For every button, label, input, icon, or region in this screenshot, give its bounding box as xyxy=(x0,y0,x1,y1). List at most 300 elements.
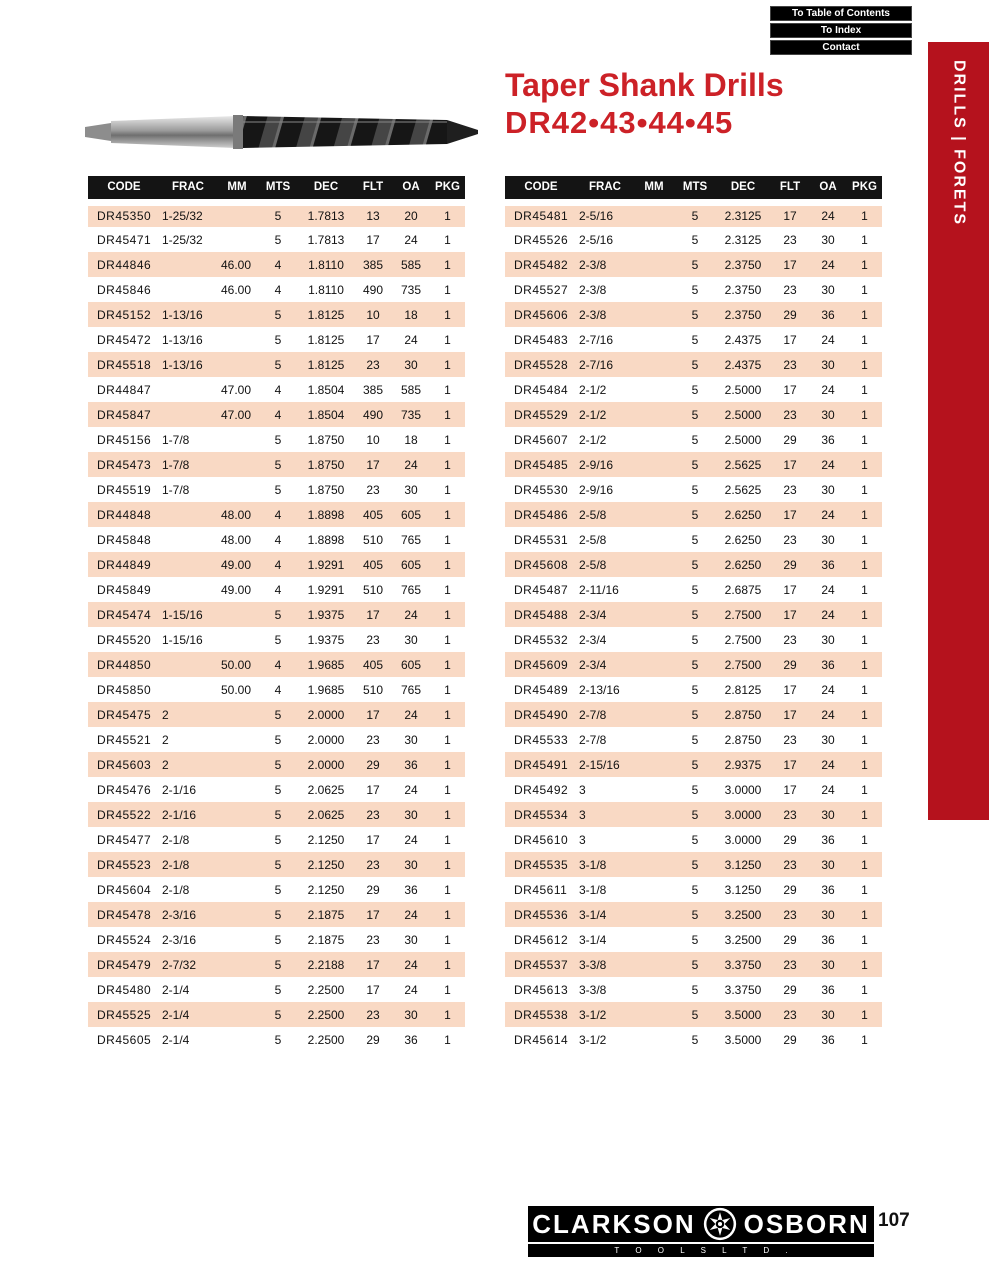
cell-oa: 24 xyxy=(821,707,835,722)
cell-oa: 36 xyxy=(821,832,835,847)
cell-mts: 5 xyxy=(274,707,282,722)
cell-flt: 29 xyxy=(783,432,797,447)
cell-dec: 3.0000 xyxy=(724,782,762,797)
cell-oa: 30 xyxy=(404,1007,418,1022)
cell-flt: 490 xyxy=(362,282,384,297)
cell-flt: 385 xyxy=(362,382,384,397)
cell-oa: 24 xyxy=(821,457,835,472)
table-row xyxy=(505,627,882,652)
cell-code: DR45489 xyxy=(514,682,569,697)
table-row xyxy=(88,1002,465,1027)
cell-frac: 2-1/4 xyxy=(162,1007,190,1022)
cell-flt: 23 xyxy=(783,807,797,822)
cell-flt: 29 xyxy=(783,557,797,572)
table-row xyxy=(88,377,465,402)
cell-code: DR44848 xyxy=(97,507,152,522)
cell-mts: 5 xyxy=(691,482,699,497)
cell-oa: 24 xyxy=(404,457,418,472)
cell-mts: 5 xyxy=(274,982,282,997)
table-row xyxy=(88,202,465,227)
cell-frac: 2-7/16 xyxy=(579,332,614,347)
cell-mm xyxy=(633,652,675,677)
cell-flt: 17 xyxy=(366,907,380,922)
cell-oa: 18 xyxy=(404,307,418,322)
cell-mm xyxy=(216,602,258,627)
table-row xyxy=(88,527,465,552)
table-row xyxy=(505,827,882,852)
cell-mm: 48.00 xyxy=(220,532,251,547)
cell-dec: 3.0000 xyxy=(724,832,762,847)
cell-frac: 1-7/8 xyxy=(162,432,190,447)
table-row xyxy=(505,452,882,477)
cell-pkg: 1 xyxy=(861,682,868,697)
cell-pkg: 1 xyxy=(444,407,451,422)
cell-mm xyxy=(633,327,675,352)
cell-pkg: 1 xyxy=(444,882,451,897)
cell-flt: 17 xyxy=(366,782,380,797)
cell-pkg: 1 xyxy=(444,1007,451,1022)
column-header-frac: FRAC xyxy=(160,176,216,202)
cell-flt: 23 xyxy=(366,357,380,372)
cell-code: DR45847 xyxy=(97,407,152,422)
cell-mm xyxy=(216,752,258,777)
cell-frac: 2-5/16 xyxy=(579,209,614,224)
cell-mts: 5 xyxy=(274,882,282,897)
product-table-left xyxy=(88,176,465,1052)
cell-oa: 36 xyxy=(821,882,835,897)
table-row xyxy=(88,677,465,702)
cell-flt: 23 xyxy=(783,482,797,497)
cell-frac xyxy=(160,502,216,527)
cell-code: DR45490 xyxy=(514,707,569,722)
cell-pkg: 1 xyxy=(444,907,451,922)
cell-mm xyxy=(633,827,675,852)
cell-oa: 30 xyxy=(821,632,835,647)
cell-oa: 585 xyxy=(400,382,422,397)
cell-flt: 17 xyxy=(783,582,797,597)
cell-mts: 5 xyxy=(691,832,699,847)
cell-dec: 1.8504 xyxy=(307,382,345,397)
cell-flt: 23 xyxy=(366,732,380,747)
cell-oa: 585 xyxy=(400,257,422,272)
cell-mts: 5 xyxy=(274,807,282,822)
cell-dec: 3.5000 xyxy=(724,1007,762,1022)
table-row xyxy=(505,252,882,277)
cell-mts: 5 xyxy=(274,457,282,472)
cell-dec: 2.0625 xyxy=(307,807,345,822)
cell-dec: 2.9375 xyxy=(724,757,762,772)
brand-footer xyxy=(528,1206,874,1257)
cell-mm xyxy=(633,527,675,552)
table-row xyxy=(88,577,465,602)
cell-flt: 405 xyxy=(362,507,384,522)
table-row xyxy=(505,302,882,327)
cell-mm xyxy=(216,202,258,227)
cell-dec: 2.6875 xyxy=(724,582,762,597)
cell-pkg: 1 xyxy=(861,882,868,897)
cell-pkg: 1 xyxy=(861,732,868,747)
cell-dec: 2.0000 xyxy=(307,707,345,722)
cell-dec: 1.8504 xyxy=(307,407,345,422)
cell-mm xyxy=(633,752,675,777)
cell-mts: 4 xyxy=(274,382,282,397)
cell-frac: 1-7/8 xyxy=(162,457,190,472)
cell-oa: 30 xyxy=(404,857,418,872)
cell-dec: 2.2500 xyxy=(307,982,345,997)
table-row xyxy=(88,402,465,427)
cell-flt: 29 xyxy=(366,757,380,772)
cell-flt: 17 xyxy=(783,332,797,347)
cell-code: DR45535 xyxy=(514,857,569,872)
cell-flt: 17 xyxy=(783,209,797,224)
cell-mm xyxy=(633,277,675,302)
cell-pkg: 1 xyxy=(444,957,451,972)
cell-code: DR45531 xyxy=(514,532,569,547)
cell-oa: 605 xyxy=(400,557,422,572)
cell-oa: 24 xyxy=(821,582,835,597)
table-row xyxy=(505,927,882,952)
cell-code: DR45532 xyxy=(514,632,569,647)
cell-code: DR45603 xyxy=(97,757,152,772)
cell-flt: 17 xyxy=(366,982,380,997)
table-row xyxy=(505,677,882,702)
cell-flt: 29 xyxy=(783,1032,797,1047)
cell-oa: 30 xyxy=(404,632,418,647)
cell-mm: 49.00 xyxy=(220,557,251,572)
cell-pkg: 1 xyxy=(444,457,451,472)
cell-code: DR45528 xyxy=(514,357,569,372)
cell-flt: 490 xyxy=(362,407,384,422)
cell-dec: 3.3750 xyxy=(724,957,762,972)
cell-pkg: 1 xyxy=(444,782,451,797)
cell-oa: 30 xyxy=(404,357,418,372)
table-row xyxy=(88,427,465,452)
cell-oa: 30 xyxy=(404,732,418,747)
cell-pkg: 1 xyxy=(444,507,451,522)
cell-mm xyxy=(216,327,258,352)
cell-mm xyxy=(633,577,675,602)
cell-frac: 3-1/2 xyxy=(579,1007,607,1022)
cell-code: DR45482 xyxy=(514,257,569,272)
cell-mm xyxy=(633,952,675,977)
cell-pkg: 1 xyxy=(444,632,451,647)
cell-mts: 5 xyxy=(691,532,699,547)
cell-frac: 2-5/8 xyxy=(579,557,607,572)
cell-pkg: 1 xyxy=(861,932,868,947)
cell-mm xyxy=(633,602,675,627)
cell-frac: 1-7/8 xyxy=(162,482,190,497)
cell-frac: 2-1/4 xyxy=(162,982,190,997)
cell-frac: 3-1/2 xyxy=(579,1032,607,1047)
cell-oa: 30 xyxy=(821,732,835,747)
cell-code: DR45525 xyxy=(97,1007,152,1022)
cell-frac xyxy=(160,377,216,402)
cell-flt: 17 xyxy=(366,232,380,247)
cell-oa: 605 xyxy=(400,657,422,672)
cell-oa: 30 xyxy=(821,407,835,422)
taper-shank-drill-image xyxy=(85,100,485,164)
cell-oa: 24 xyxy=(404,982,418,997)
column-header-mm: MM xyxy=(633,176,675,202)
cell-flt: 29 xyxy=(783,832,797,847)
cell-dec: 3.3750 xyxy=(724,982,762,997)
cell-flt: 17 xyxy=(783,607,797,622)
nav-button-index[interactable]: To Index xyxy=(770,23,912,38)
cell-oa: 18 xyxy=(404,432,418,447)
cell-pkg: 1 xyxy=(861,807,868,822)
column-header-mts: MTS xyxy=(675,176,715,202)
cell-frac: 1-13/16 xyxy=(162,307,203,322)
cell-mm xyxy=(633,227,675,252)
cell-code: DR45475 xyxy=(97,707,152,722)
cell-mts: 5 xyxy=(274,907,282,922)
cell-mm xyxy=(216,727,258,752)
cell-frac: 2-15/16 xyxy=(579,757,620,772)
cell-frac: 1-13/16 xyxy=(162,332,203,347)
cell-mts: 5 xyxy=(691,682,699,697)
cell-frac xyxy=(160,577,216,602)
cell-pkg: 1 xyxy=(861,757,868,772)
cell-pkg: 1 xyxy=(861,307,868,322)
cell-code: DR45521 xyxy=(97,732,152,747)
nav-button-contact[interactable]: Contact xyxy=(770,40,912,55)
cell-code: DR45538 xyxy=(514,1007,569,1022)
cell-frac xyxy=(160,277,216,302)
cell-dec: 3.2500 xyxy=(724,907,762,922)
cell-dec: 3.1250 xyxy=(724,882,762,897)
cell-mts: 5 xyxy=(691,907,699,922)
cell-code: DR45476 xyxy=(97,782,152,797)
cell-oa: 24 xyxy=(821,782,835,797)
cell-pkg: 1 xyxy=(861,332,868,347)
cell-mm xyxy=(633,977,675,1002)
cell-flt: 29 xyxy=(783,932,797,947)
cell-frac: 2-11/16 xyxy=(579,582,619,597)
column-header-pkg: PKG xyxy=(847,176,882,202)
cell-mm: 46.00 xyxy=(220,257,251,272)
cell-code: DR45612 xyxy=(514,932,569,947)
cell-frac: 1-13/16 xyxy=(162,357,203,372)
cell-frac: 2 xyxy=(162,757,169,772)
table-row xyxy=(505,952,882,977)
cell-code: DR45518 xyxy=(97,357,152,372)
cell-pkg: 1 xyxy=(861,232,868,247)
cell-oa: 36 xyxy=(821,932,835,947)
cell-mts: 5 xyxy=(691,1032,699,1047)
cell-mts: 5 xyxy=(274,482,282,497)
nav-button-table-of-contents[interactable]: To Table of Contents xyxy=(770,6,912,21)
cell-dec: 3.2500 xyxy=(724,932,762,947)
cell-mts: 5 xyxy=(691,209,699,224)
cell-mm xyxy=(216,352,258,377)
gear-logo-icon xyxy=(703,1207,737,1241)
cell-pkg: 1 xyxy=(444,757,451,772)
cell-dec: 2.1875 xyxy=(307,932,345,947)
cell-frac: 3-1/8 xyxy=(579,857,607,872)
table-row xyxy=(505,1002,882,1027)
cell-mts: 5 xyxy=(691,882,699,897)
cell-flt: 29 xyxy=(783,882,797,897)
cell-pkg: 1 xyxy=(861,209,868,224)
cell-oa: 36 xyxy=(404,882,418,897)
cell-dec: 1.8898 xyxy=(307,507,345,522)
cell-dec: 2.8125 xyxy=(724,682,762,697)
column-header-mts: MTS xyxy=(258,176,298,202)
cell-mts: 4 xyxy=(274,682,282,697)
cell-mts: 5 xyxy=(274,1032,282,1047)
cell-dec: 2.1250 xyxy=(307,857,345,872)
cell-mm xyxy=(216,1027,258,1052)
cell-dec: 2.7500 xyxy=(724,632,762,647)
cell-mts: 4 xyxy=(274,407,282,422)
cell-pkg: 1 xyxy=(444,932,451,947)
cell-mm xyxy=(633,302,675,327)
cell-flt: 10 xyxy=(366,432,380,447)
cell-dec: 2.4375 xyxy=(724,332,762,347)
table-row xyxy=(505,527,882,552)
cell-code: DR45350 xyxy=(97,209,152,224)
cell-mm xyxy=(216,452,258,477)
table-row xyxy=(88,877,465,902)
cell-mm xyxy=(216,777,258,802)
cell-code: DR45610 xyxy=(514,832,569,847)
table-row xyxy=(505,477,882,502)
cell-dec: 1.9375 xyxy=(307,632,345,647)
cell-mts: 5 xyxy=(691,507,699,522)
table-row xyxy=(505,277,882,302)
cell-pkg: 1 xyxy=(861,282,868,297)
table-row xyxy=(505,902,882,927)
cell-code: DR45478 xyxy=(97,907,152,922)
cell-pkg: 1 xyxy=(861,607,868,622)
cell-pkg: 1 xyxy=(861,532,868,547)
cell-mts: 5 xyxy=(691,457,699,472)
cell-mm xyxy=(633,727,675,752)
page-number: 107 xyxy=(878,1210,910,1231)
cell-flt: 23 xyxy=(783,907,797,922)
cell-frac xyxy=(160,552,216,577)
column-header-dec: DEC xyxy=(298,176,354,202)
table-row xyxy=(88,502,465,527)
table-row xyxy=(88,327,465,352)
cell-pkg: 1 xyxy=(861,782,868,797)
cell-dec: 2.2500 xyxy=(307,1007,345,1022)
table-row xyxy=(505,227,882,252)
table-row xyxy=(88,702,465,727)
cell-dec: 1.8125 xyxy=(307,332,345,347)
cell-mm xyxy=(216,852,258,877)
cell-pkg: 1 xyxy=(444,482,451,497)
cell-code: DR44849 xyxy=(97,557,152,572)
cell-frac xyxy=(160,252,216,277)
cell-code: DR45488 xyxy=(514,607,569,622)
cell-pkg: 1 xyxy=(861,857,868,872)
cell-mts: 5 xyxy=(691,432,699,447)
cell-pkg: 1 xyxy=(444,357,451,372)
table-row xyxy=(88,752,465,777)
cell-mm xyxy=(633,202,675,227)
cell-frac: 2-1/2 xyxy=(579,382,607,397)
cell-mm xyxy=(633,352,675,377)
cell-mm: 49.00 xyxy=(220,582,251,597)
cell-frac: 3-3/8 xyxy=(579,957,607,972)
cell-mts: 5 xyxy=(691,557,699,572)
cell-oa: 30 xyxy=(821,532,835,547)
cell-mm: 47.00 xyxy=(220,407,251,422)
table-row xyxy=(505,577,882,602)
cell-pkg: 1 xyxy=(861,557,868,572)
cell-code: DR45523 xyxy=(97,857,152,872)
cell-dec: 2.5000 xyxy=(724,382,762,397)
column-header-flt: FLT xyxy=(354,176,392,202)
cell-frac: 2-3/8 xyxy=(579,282,607,297)
cell-mts: 4 xyxy=(274,582,282,597)
cell-frac xyxy=(160,652,216,677)
cell-mts: 5 xyxy=(274,607,282,622)
cell-mts: 5 xyxy=(274,232,282,247)
cell-mts: 4 xyxy=(274,257,282,272)
cell-frac: 2-13/16 xyxy=(579,682,620,697)
cell-mts: 5 xyxy=(274,857,282,872)
cell-oa: 765 xyxy=(400,682,422,697)
cell-dec: 2.0625 xyxy=(307,782,345,797)
cell-flt: 510 xyxy=(362,532,384,547)
cell-flt: 17 xyxy=(366,707,380,722)
cell-mm: 50.00 xyxy=(220,657,251,672)
table-row xyxy=(88,277,465,302)
cell-oa: 30 xyxy=(821,482,835,497)
cell-frac: 2-1/2 xyxy=(579,432,607,447)
cell-dec: 2.3750 xyxy=(724,307,762,322)
cell-dec: 2.1250 xyxy=(307,832,345,847)
cell-dec: 2.5625 xyxy=(724,482,762,497)
cell-pkg: 1 xyxy=(444,707,451,722)
table-row xyxy=(88,627,465,652)
cell-oa: 36 xyxy=(821,432,835,447)
cell-flt: 23 xyxy=(783,857,797,872)
cell-pkg: 1 xyxy=(861,657,868,672)
cell-pkg: 1 xyxy=(861,957,868,972)
cell-oa: 765 xyxy=(400,582,422,597)
cell-frac: 3 xyxy=(579,782,586,797)
cell-code: DR45492 xyxy=(514,782,569,797)
cell-mm xyxy=(216,427,258,452)
cell-flt: 29 xyxy=(783,307,797,322)
cell-mts: 5 xyxy=(691,407,699,422)
cell-flt: 510 xyxy=(362,582,384,597)
cell-code: DR44847 xyxy=(97,382,152,397)
cell-mm xyxy=(633,877,675,902)
table-row xyxy=(505,502,882,527)
cell-mts: 5 xyxy=(274,957,282,972)
cell-oa: 36 xyxy=(821,982,835,997)
cell-flt: 23 xyxy=(783,232,797,247)
cell-frac: 2-7/8 xyxy=(579,707,607,722)
cell-mts: 5 xyxy=(274,632,282,647)
cell-code: DR45613 xyxy=(514,982,569,997)
cell-code: DR45152 xyxy=(97,307,152,322)
cell-dec: 1.8110 xyxy=(308,282,344,297)
table-row xyxy=(88,452,465,477)
cell-frac: 2-5/16 xyxy=(579,232,614,247)
brand-osborn: OSBORN xyxy=(743,1208,870,1239)
cell-frac xyxy=(160,527,216,552)
table-row xyxy=(88,1027,465,1052)
cell-dec: 2.7500 xyxy=(724,657,762,672)
cell-pkg: 1 xyxy=(444,532,451,547)
cell-oa: 36 xyxy=(821,557,835,572)
cell-mts: 5 xyxy=(691,782,699,797)
